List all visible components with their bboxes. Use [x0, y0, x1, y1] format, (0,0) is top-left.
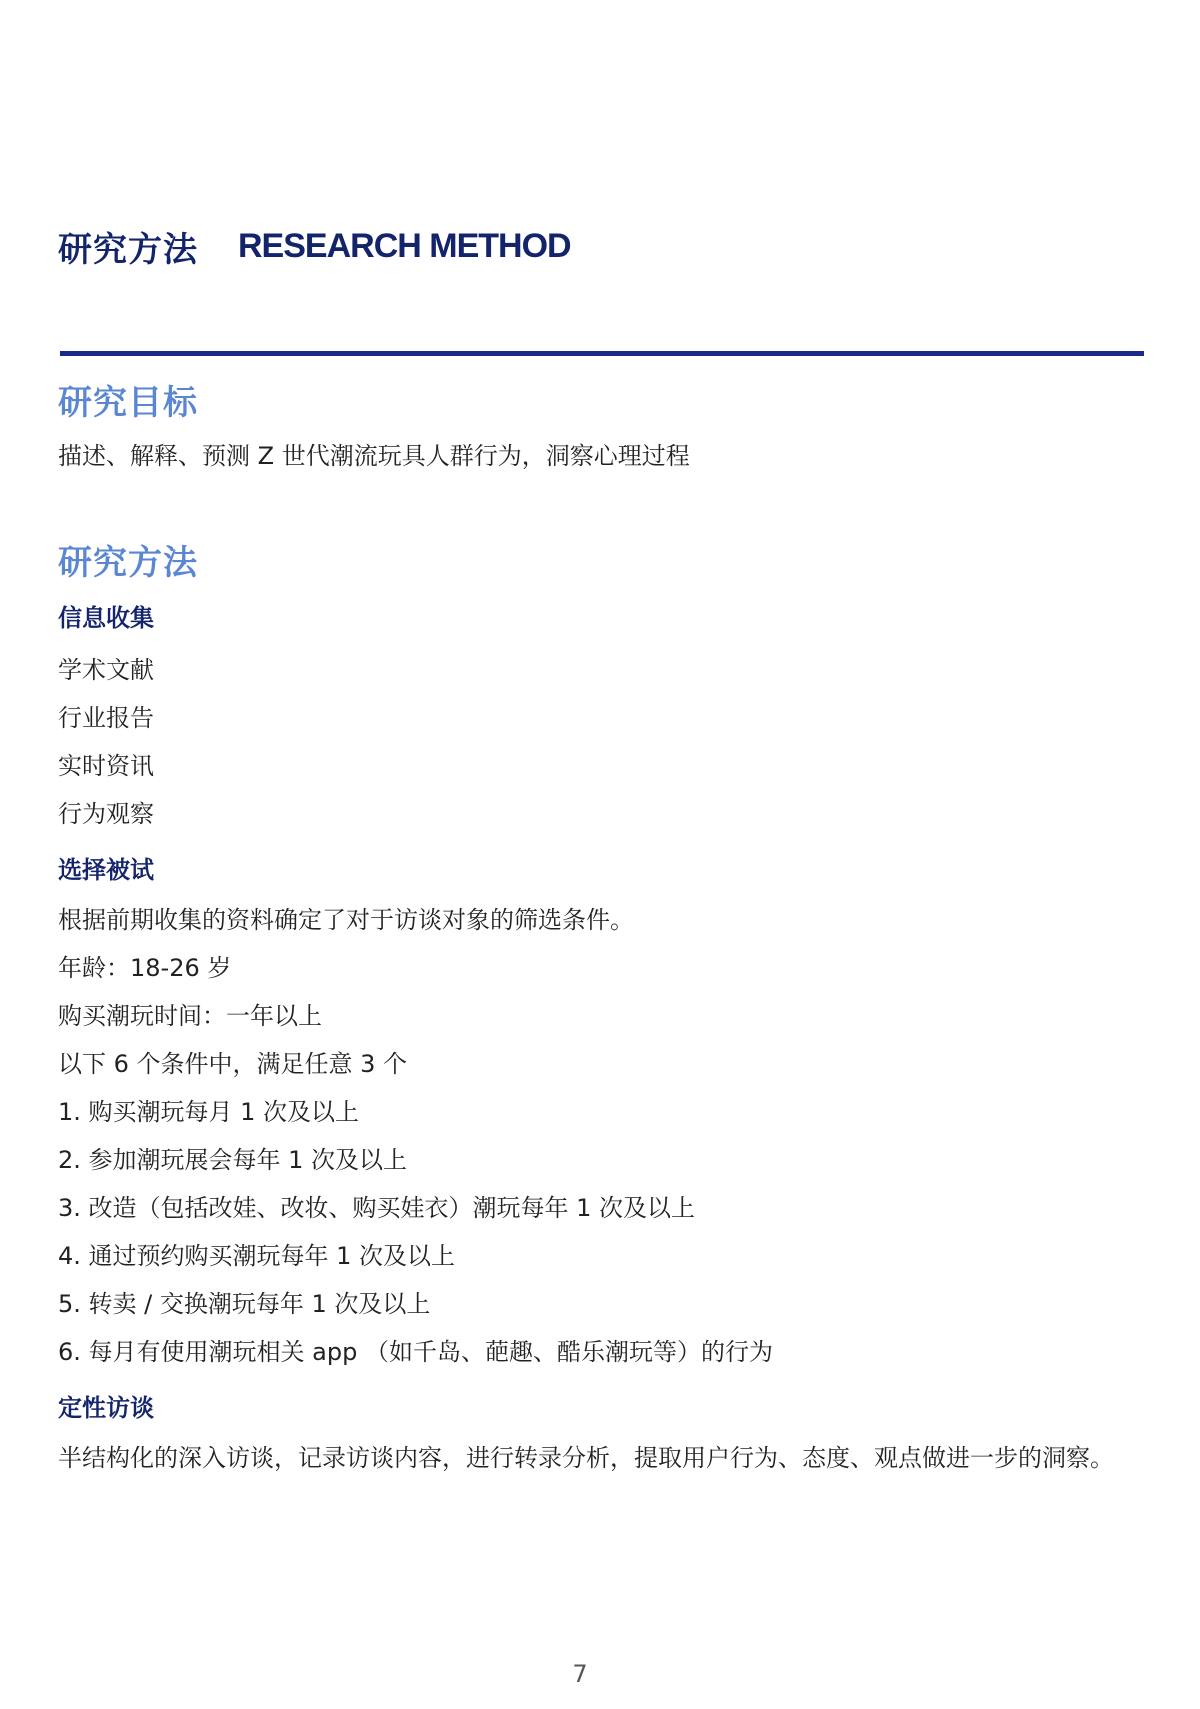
- list-item: 实时资讯: [58, 752, 154, 780]
- criteria-line: 根据前期收集的资料确定了对于访谈对象的筛选条件。: [58, 906, 634, 934]
- qualitative-interview-heading: 定性访谈: [58, 1394, 154, 1422]
- page-title-chinese: 研究方法: [58, 229, 198, 270]
- subject-selection-list: [58, 896, 1148, 1376]
- criteria-line: 年龄：18-26 岁: [58, 954, 232, 982]
- list-item: 行业报告: [58, 704, 154, 732]
- criteria-line: 5. 转卖 / 交换潮玩每年 1 次及以上: [58, 1290, 431, 1318]
- criteria-line: 4. 通过预约购买潮玩每年 1 次及以上: [58, 1242, 456, 1270]
- page-title-english: RESEARCH METHOD: [238, 226, 571, 265]
- goal-text: 描述、解释、预测 Z 世代潮流玩具人群行为，洞察心理过程: [58, 442, 690, 470]
- info-collection-list: [58, 646, 1148, 838]
- title-divider: [60, 351, 1144, 356]
- criteria-line: 6. 每月有使用潮玩相关 app （如千岛、葩趣、酷乐潮玩等）的行为: [58, 1338, 773, 1366]
- subject-selection-heading: 选择被试: [58, 856, 154, 884]
- method-section: [58, 538, 1148, 1482]
- list-item: 行为观察: [58, 800, 154, 828]
- goal-section: [58, 378, 1148, 480]
- criteria-line: 1. 购买潮玩每月 1 次及以上: [58, 1098, 360, 1126]
- goal-heading: 研究目标: [58, 383, 198, 423]
- page-title: [58, 218, 571, 274]
- page-number: 7: [572, 1660, 588, 1688]
- qualitative-interview-text: 半结构化的深入访谈，记录访谈内容，进行转录分析，提取用户行为、态度、观点做进一步的洞察。: [58, 1444, 1114, 1472]
- method-heading: 研究方法: [58, 543, 198, 583]
- criteria-line: 以下 6 个条件中，满足任意 3 个: [58, 1050, 408, 1078]
- criteria-line: 3. 改造（包括改娃、改妆、购买娃衣）潮玩每年 1 次及以上: [58, 1194, 696, 1222]
- list-item: 学术文献: [58, 656, 154, 684]
- info-collection-heading: 信息收集: [58, 604, 154, 632]
- criteria-line: 2. 参加潮玩展会每年 1 次及以上: [58, 1146, 408, 1174]
- criteria-line: 购买潮玩时间：一年以上: [58, 1002, 322, 1030]
